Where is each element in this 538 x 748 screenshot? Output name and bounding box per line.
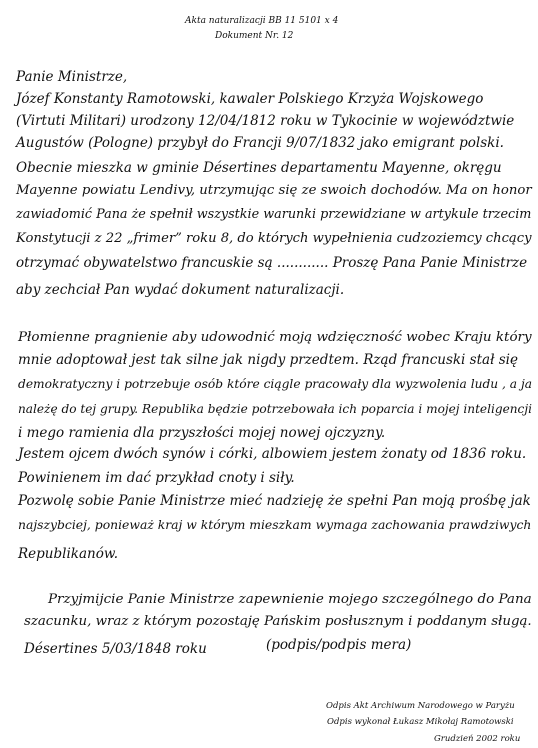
- footer-copyist-line: Odpis wykonał Łukasz Mikołaj Ramotowski: [327, 717, 514, 727]
- paragraph-1-line: Konstytucji z 22 „frimer” roku 8, do których wypełnienia cudzoziemcy chcący: [16, 231, 532, 246]
- paragraph-2-line: Pozwolę sobie Panie Ministrze mieć nadzieję że spełni Pan moją prośbę jak: [18, 493, 531, 509]
- paragraph-2-line: mnie adoptował jest tak silne jak nigdy przedtem. Rząd francuski stał się: [18, 352, 518, 368]
- paragraph-1-line: Józef Konstanty Ramotowski, kawaler Polskiego Krzyża Wojskowego: [16, 91, 484, 107]
- paragraph-1-line: Mayenne powiatu Lendivy, utrzymując się ze swoich dochodów. Ma on honor: [16, 183, 532, 198]
- paragraph-1-line: otrzymać obywatelstwo francuskie są ............ Proszę Pana Panie Ministrze: [16, 255, 528, 271]
- footer-date-line: Grudzień 2002 roku: [434, 734, 521, 744]
- paragraph-2-line: należę do tej grupy. Republika będzie potrzebowała ich poparcia i mojej inteligencji: [18, 402, 532, 416]
- paragraph-2-line: Płomienne pragnienie aby udowodnić moją wdzięczność wobec Kraju który: [18, 329, 532, 345]
- paragraph-1-line: zawiadomić Pana że spełnił wszystkie warunki przewidziane w artykule trzecim: [16, 207, 532, 222]
- footer-archive-line: Odpis Akt Archiwum Narodowego w Paryżu: [326, 701, 515, 711]
- closing-line: szacunku, wraz z którym pozostaję Pańskim posłusznym i poddanym sługą.: [24, 614, 532, 629]
- paragraph-1-line: Obecnie mieszka w gminie Désertines departamentu Mayenne, okręgu: [16, 160, 502, 176]
- signature-note: (podpis/podpis mera): [266, 637, 412, 653]
- paragraph-1-line: aby zechciał Pan wydać dokument naturalizacji.: [16, 282, 345, 298]
- document-number: Dokument Nr. 12: [215, 31, 294, 41]
- paragraph-1-line: (Virtuti Militari) urodzony 12/04/1812 roku w Tykocinie w województwie: [16, 113, 515, 129]
- paragraph-2-line: demokratyczny i potrzebuje osób które ciągle pracowały dla wyzwolenia ludu , a ja: [18, 377, 533, 391]
- paragraph-2-line: Jestem ojcem dwóch synów i córki, albowiem jestem żonaty od 1836 roku.: [18, 446, 527, 462]
- place-date: Désertines 5/03/1848 roku: [24, 641, 207, 657]
- paragraph-2-line: Powinienem im dać przykład cnoty i siły.: [18, 470, 295, 486]
- archive-reference: Akta naturalizacji BB 11 5101 x 4: [185, 16, 339, 26]
- paragraph-2-line: i mego ramienia dla przyszłości mojej nowej ojczyzny.: [18, 425, 386, 441]
- salutation: Panie Ministrze,: [16, 69, 128, 85]
- paragraph-2-line: najszybciej, ponieważ kraj w którym mieszkam wymaga zachowania prawdziwych: [18, 518, 532, 532]
- closing-line: Przyjmijcie Panie Ministrze zapewnienie mojego szczególnego do Pana: [48, 591, 532, 607]
- paragraph-1-line: Augustów (Pologne) przybył do Francji 9/07/1832 jako emigrant polski.: [16, 135, 504, 151]
- paragraph-2-line: Republikanów.: [18, 546, 119, 562]
